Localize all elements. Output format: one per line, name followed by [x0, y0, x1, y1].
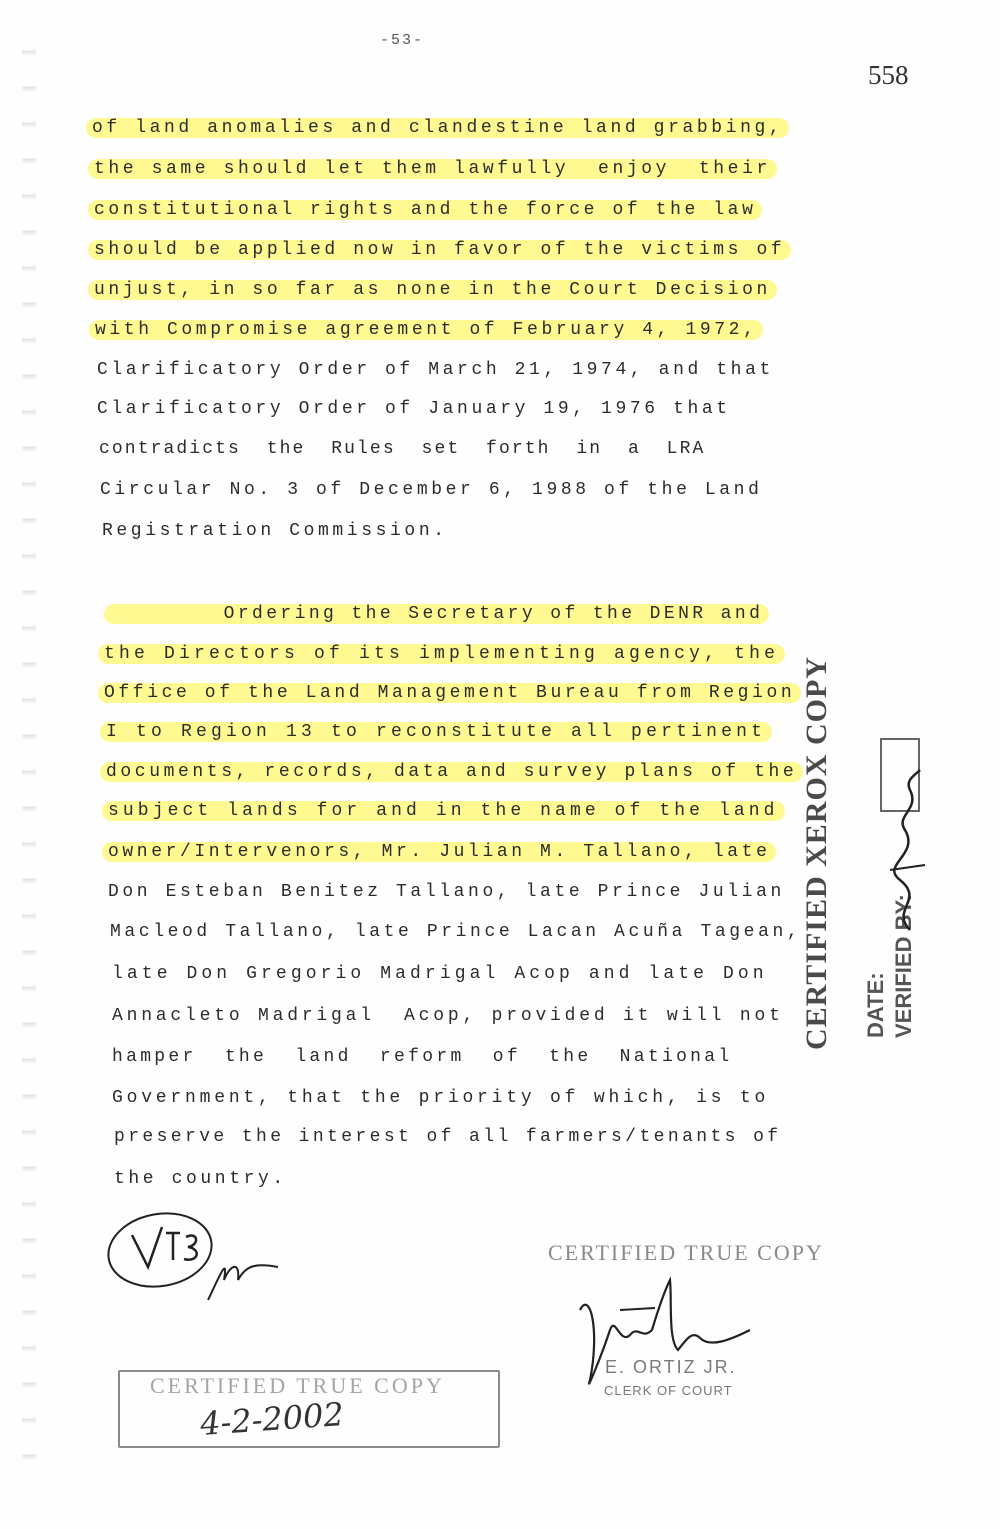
initials-mark: [100, 1205, 300, 1315]
date-label: DATE:: [863, 972, 888, 1038]
text-line: the same should let them lawfully enjoy their: [94, 157, 777, 181]
text-line: late Don Gregorio Madrigal Acop and late Don: [112, 964, 768, 984]
text-line: preserve the interest of all farmers/tenants of: [114, 1127, 782, 1147]
text-line: Registration Commission.: [102, 521, 448, 541]
handwritten-date: 4-2-2002: [198, 1395, 345, 1443]
certified-xerox-copy-stamp: CERTIFIED XEROX COPY: [800, 656, 833, 1050]
text-line: I to Region 13 to reconstitute all pertinent: [106, 720, 772, 744]
verifier-signature: [870, 760, 940, 940]
text-line: with Compromise agreement of February 4, 1972,: [95, 318, 763, 342]
text-line: Circular No. 3 of December 6, 1988 of the Land: [100, 480, 763, 500]
verified-by-label: VERIFIED BY:: [891, 894, 916, 1038]
clerk-title: CLERK OF COURT: [604, 1383, 733, 1398]
text-line: Office of the Land Management Bureau from Region: [104, 681, 801, 705]
text-line: Clarificatory Order of March 21, 1974, and that: [97, 360, 774, 380]
text-line: Annacleto Madrigal Acop, provided it will not: [112, 1006, 784, 1026]
text-line: the Directors of its implementing agency, the: [104, 642, 785, 666]
text-line: contradicts the Rules set forth in a LRA: [99, 439, 706, 459]
text-line: Ordering the Secretary of the DENR and: [110, 602, 769, 626]
text-line: hamper the land reform of the National: [112, 1047, 733, 1067]
text-line: Government, that the priority of which, is to: [112, 1088, 770, 1108]
text-line: Don Esteban Benitez Tallano, late Prince Julian: [108, 882, 785, 902]
clerk-name: E. ORTIZ JR.: [605, 1357, 737, 1377]
certified-true-copy-stamp: CERTIFIED TRUE COPY: [548, 1240, 824, 1265]
text-line: documents, records, data and survey plans of the: [106, 760, 803, 784]
bottom-box-label: CERTIFIED TRUE COPY: [150, 1373, 445, 1398]
text-line: constitutional rights and the force of the law: [94, 198, 762, 222]
text-line: of land anomalies and clandestine land grabbing,: [92, 116, 789, 140]
stamped-page-number: 558: [868, 60, 909, 90]
text-line: unjust, in so far as none in the Court Decision: [94, 278, 777, 302]
scan-edge-artifact: [22, 20, 36, 1480]
text-line: subject lands for and in the name of the land: [108, 799, 785, 823]
page-number: -53-: [380, 32, 425, 49]
text-line: should be applied now in favor of the victims of: [94, 238, 791, 262]
text-line: Macleod Tallano, late Prince Lacan Acuña Tagean,: [110, 922, 802, 942]
text-line: the country.: [114, 1169, 287, 1189]
text-line: owner/Intervenors, Mr. Julian M. Tallano, late: [108, 840, 776, 864]
text-line: Clarificatory Order of January 19, 1976 that: [97, 399, 731, 419]
